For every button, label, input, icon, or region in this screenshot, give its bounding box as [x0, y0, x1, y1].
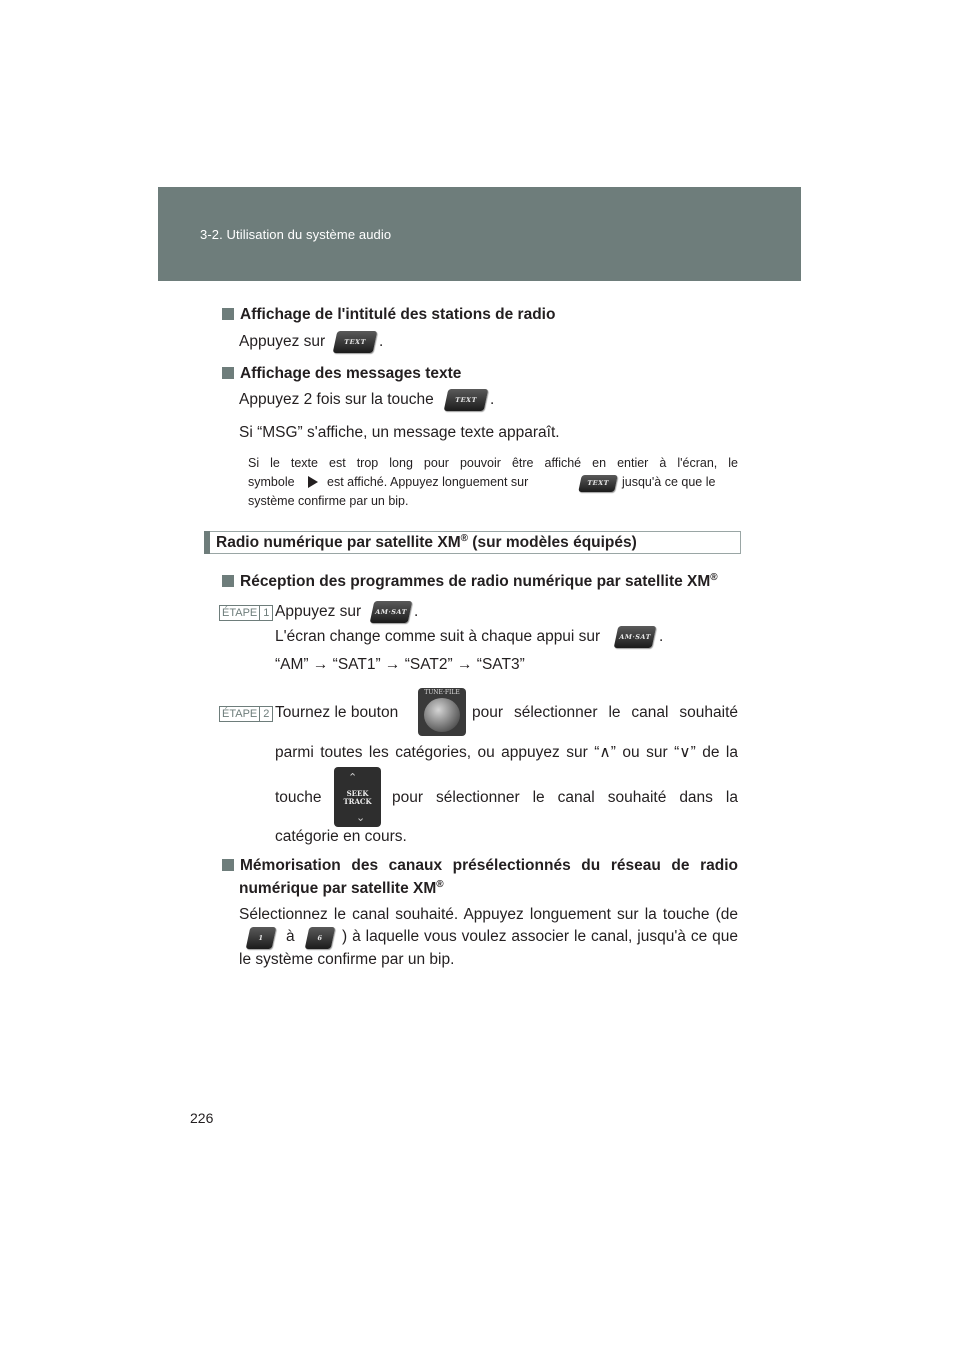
tune-file-knob-icon: TUNE·FILE: [418, 688, 466, 736]
section-accent: [204, 531, 210, 554]
square-bullet-icon: [222, 367, 234, 379]
heading-station-name: Affichage de l'intitulé des stations de radio: [222, 306, 555, 324]
square-bullet-icon: [222, 859, 234, 871]
square-bullet-icon: [222, 575, 234, 587]
section-heading: Radio numérique par satellite XM® (sur modèles équipés): [204, 531, 741, 554]
chevron-up-icon: ⌃: [348, 772, 358, 784]
text-button-icon: TEXT: [444, 389, 489, 411]
instruction-line: Appuyez sur: [239, 333, 326, 350]
step-2-badge: ÉTAPE 2: [219, 706, 273, 722]
text-button-icon: TEXT: [333, 331, 378, 353]
square-bullet-icon: [222, 308, 234, 320]
seek-track-button-icon: ⌃ SEEK TRACK ⌄: [334, 767, 381, 827]
am-sat-button-icon: AM·SAT: [614, 626, 657, 648]
breadcrumb: 3-2. Utilisation du système audio: [200, 227, 392, 242]
play-arrow-icon: [308, 476, 318, 488]
heading-presets: Mémorisation des canaux présélectionnés du réseau de radio: [222, 857, 738, 875]
step-1-badge: ÉTAPE 1: [219, 605, 273, 621]
preset-button-6-icon: 6: [305, 927, 336, 949]
preset-button-1-icon: 1: [246, 927, 277, 949]
chevron-down-icon: ⌄: [356, 812, 366, 824]
mode-sequence: “AM” → “SAT1” → “SAT2” → “SAT3”: [275, 656, 525, 673]
text-button-icon: TEXT: [578, 475, 618, 492]
heading-text-messages: Affichage des messages texte: [222, 365, 461, 383]
am-sat-button-icon: AM·SAT: [370, 601, 413, 623]
heading-reception: Réception des programmes de radio numérique par satellite XM®: [222, 572, 718, 591]
page-number: 226: [190, 1110, 214, 1126]
chapter-header: [158, 187, 801, 281]
msg-info: Si “MSG” s'affiche, un message texte apparaît.: [239, 424, 560, 441]
